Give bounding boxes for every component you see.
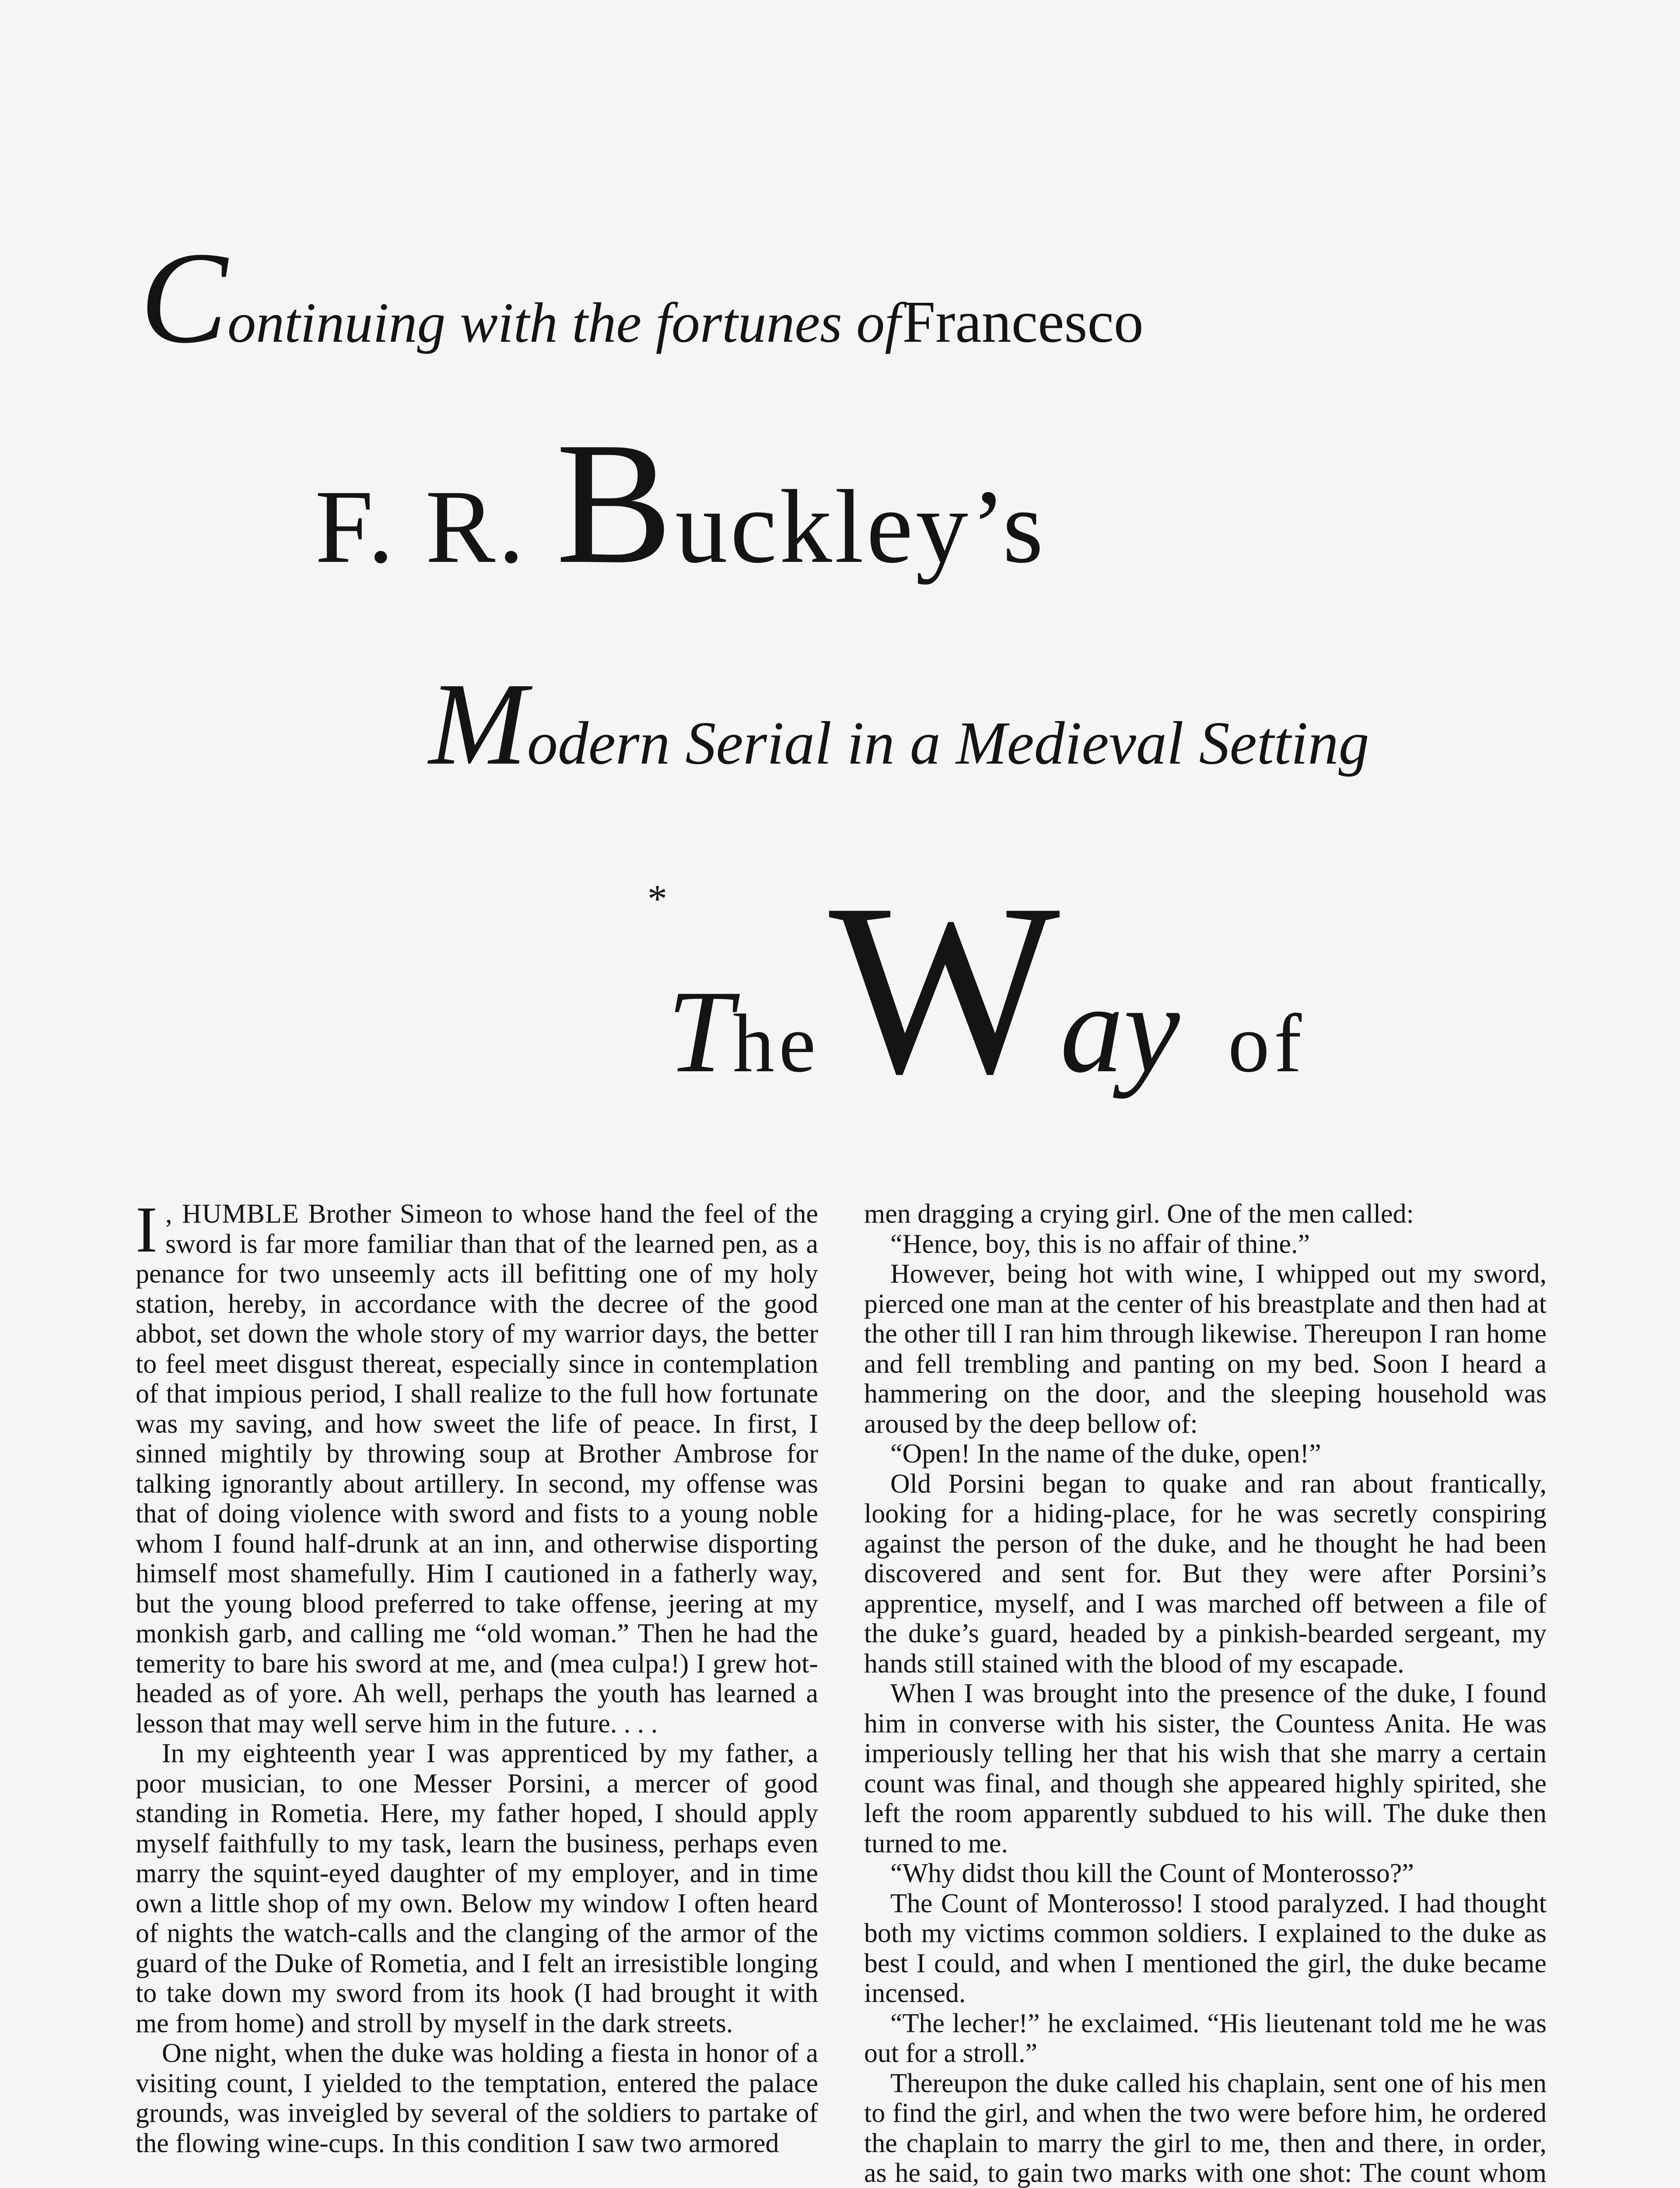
- author-initials: F. R.: [315, 468, 527, 585]
- author-initial: B: [556, 406, 676, 600]
- paragraph: “Why didst thou kill the Count of Monterosso?”: [890, 1858, 1414, 1888]
- author-surname: uckley’s: [675, 468, 1046, 585]
- drop-cap: I: [136, 1193, 158, 1266]
- title-he: he: [733, 998, 820, 1090]
- paragraph: “Hence, boy, this is no affair of thine.”: [890, 1229, 1310, 1259]
- paragraph: “The lecher!” he exclaimed. “His lieutenant told me he was out for a stroll.”: [864, 2008, 1547, 2068]
- paragraph: Thereupon the duke called his chaplain, sent one of his men to find the girl, and when the two were before him, he ordered the chaplain to marry the girl to me, then and there, in order, as he said, to gain two marks with one shot: The count whom: [864, 2068, 1547, 2188]
- title-t: T: [667, 966, 733, 1097]
- right-column: [864, 1199, 1547, 2188]
- paragraph: [136, 1193, 818, 1739]
- title-w: W: [829, 853, 1060, 1125]
- paragraph: In my eighteenth year I was apprenticed by my father, a poor musician, to one Messer Porsini, a mercer of good standing in Rometia. Here, my father hoped, I should apply myself faithfully to my task, learn the business, perhaps even marry the squint-eyed daughter of my employer, and in time own a little shop of my own. Below my window I often heard of nights the watch-calls and the clanging of the armor of the guard of the Duke of Rometia, and I felt an irresistible longing to take down my sword from its hook (I had brought it with me from home) and stroll by myself in the dark streets.: [136, 1739, 818, 2038]
- paragraph-text: Brother Simeon to whose hand the feel of the sword is far more familiar than that of the learned pen, as a penance for two unseemly acts ill befitting one of my holy station, hereby, in accordance with the decree of the good abbot, set down the whole story of my warrior days, the better to feel meet disgust thereat, especially since in contemplation of that impious period, I shall realize to the full how fortunate was my saving, and how sweet the life of peace. In first, I sinned mightily by throwing soup at Brother Ambrose for talking ignorantly about artillery. In second, my offense was that of doing violence with sword and fists to a young noble whom I found half-drunk at an inn, and otherwise disporting himself most shamefully. Him I cautioned in a fatherly way, but the young blood preferred to take offense, jeering at my monkish garb, and calling me “old woman.” Then he had the temerity to bare his sword at me, and (mea culpa!) I grew hot-headed as of yore. Ah well, perhaps the youth has learned a lesson that may well serve him in the future. . . .: [136, 1199, 818, 1739]
- title-asterisk: *: [648, 877, 667, 921]
- paragraph: When I was brought into the presence of the duke, I found him in converse with his sister, the Countess Anita. He was imperiously telling her that his wish that she marry a certain count was final, and though she appeared highly spirited, she left the room apparently subdued to his will. The duke then turned to me.: [864, 1679, 1547, 1858]
- left-column: [136, 1193, 818, 2158]
- kicker-initial: C: [140, 225, 228, 370]
- paragraph: However, being hot with wine, I whipped out my sword, pierced one man at the center of his breastplate and then had at the other till I ran him through likewise. Thereupon I ran home and fell trembling and panting on my bed. Soon I heard a hammering on the door, and the sleeping household was aroused by the deep bellow of:: [864, 1259, 1547, 1439]
- subtitle: [429, 659, 1566, 789]
- subtitle-initial: M: [429, 659, 527, 789]
- paragraph: The Count of Monterosso! I stood paralyzed. I had thought both my victims common soldiers. I explained to the duke as best I could, and when I mentioned the girl, the duke became incensed.: [864, 1888, 1547, 2008]
- story-title: [648, 853, 1610, 1125]
- title-ay: ay: [1060, 958, 1180, 1099]
- kicker-name: Francesco: [902, 289, 1144, 355]
- paragraph: “Open! In the name of the duke, open!”: [890, 1439, 1321, 1469]
- paragraph: Old Porsini began to quake and ran about frantically, looking for a hiding-place, for he was secretly conspiring against the person of the duke, and he thought he had been discovered and sent for. But they were after Porsini’s apprentice, myself, and I was marched off between a file of the duke’s guard, headed by a pinkish-bearded sergeant, my hands still stained with the blood of my escapade.: [864, 1469, 1547, 1679]
- subtitle-text: odern Serial in a Medieval Setting: [527, 709, 1369, 777]
- lead-in: , HUMBLE: [165, 1199, 299, 1229]
- series-kicker: [140, 225, 1452, 370]
- kicker-text: ontinuing with the fortunes of: [228, 291, 901, 354]
- paragraph: men dragging a crying girl. One of the men called:: [864, 1199, 1414, 1229]
- paragraph: One night, when the duke was holding a fiesta in honor of a visiting count, I yielded to the temptation, entered the palace grounds, was inveigled by several of the soldiers to partake of the flowing wine-cups. In this condition I saw two armored: [136, 2038, 818, 2158]
- author-byline: [315, 406, 1409, 600]
- title-of: of: [1228, 998, 1306, 1090]
